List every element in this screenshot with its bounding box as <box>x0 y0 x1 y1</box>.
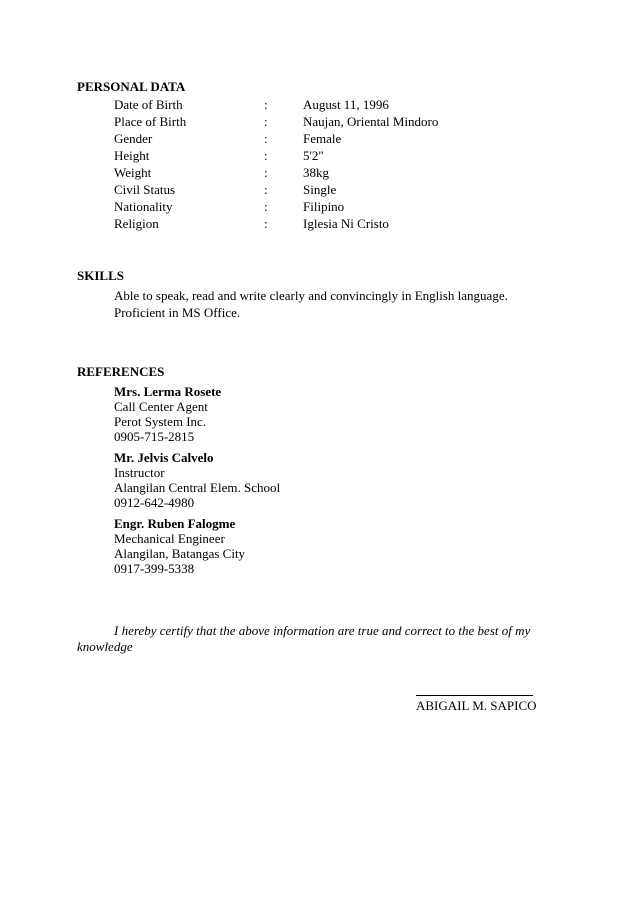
pd-value-nationality: Filipino <box>303 199 345 214</box>
pd-value-height: 5'2" <box>303 148 324 163</box>
pd-label-height: Height <box>114 148 150 163</box>
reference-title: Mechanical Engineer <box>114 531 225 546</box>
pd-value-civil-status: Single <box>303 182 337 197</box>
pd-label-date-of-birth: Date of Birth <box>114 97 183 112</box>
reference-phone: 0905-715-2815 <box>114 429 195 444</box>
personal-data-row <box>114 215 503 232</box>
skills-heading: SKILLS <box>77 268 124 283</box>
pd-separator: : <box>264 165 268 180</box>
signature-line <box>416 695 533 696</box>
pd-separator: : <box>264 216 268 231</box>
reference-entry <box>114 516 514 576</box>
pd-label-nationality: Nationality <box>114 199 173 214</box>
pd-separator: : <box>264 182 268 197</box>
personal-data-row <box>114 164 503 181</box>
pd-label-religion: Religion <box>114 216 159 231</box>
pd-separator: : <box>264 148 268 163</box>
skills-list <box>114 287 614 321</box>
personal-data-row <box>114 181 503 198</box>
personal-data-table <box>114 96 503 232</box>
reference-entry <box>114 450 514 510</box>
personal-data-row <box>114 147 503 164</box>
personal-data-row <box>114 198 503 215</box>
personal-data-row <box>114 130 503 147</box>
pd-value-date-of-birth: August 11, 1996 <box>303 97 389 112</box>
pd-label-place-of-birth: Place of Birth <box>114 114 187 129</box>
pd-value-weight: 38kg <box>303 165 329 180</box>
personal-data-heading: PERSONAL DATA <box>77 79 186 94</box>
personal-data-row <box>114 96 503 113</box>
reference-phone: 0912-642-4980 <box>114 495 195 510</box>
reference-title: Instructor <box>114 465 165 480</box>
reference-name: Engr. Ruben Falogme <box>114 516 236 531</box>
reference-title: Call Center Agent <box>114 399 208 414</box>
skill-item: Able to speak, read and write clearly and convincingly in English language. <box>114 288 508 303</box>
references-list <box>114 384 514 582</box>
pd-separator: : <box>264 97 268 112</box>
pd-separator: : <box>264 131 268 146</box>
reference-organization: Alangilan, Batangas City <box>114 546 246 561</box>
pd-value-place-of-birth: Naujan, Oriental Mindoro <box>303 114 439 129</box>
reference-entry <box>114 384 514 444</box>
pd-label-weight: Weight <box>114 165 152 180</box>
certification-statement: I hereby certify that the above information are true and correct to the best of my knowledge <box>77 623 531 654</box>
reference-organization: Perot System Inc. <box>114 414 207 429</box>
reference-name: Mr. Jelvis Calvelo <box>114 450 214 465</box>
pd-value-religion: Iglesia Ni Cristo <box>303 216 389 231</box>
signatory-name: ABIGAIL M. SAPICO <box>416 698 537 713</box>
references-heading: REFERENCES <box>77 364 165 379</box>
pd-label-civil-status: Civil Status <box>114 182 176 197</box>
reference-phone: 0917-399-5338 <box>114 561 195 576</box>
reference-name: Mrs. Lerma Rosete <box>114 384 222 399</box>
pd-separator: : <box>264 199 268 214</box>
skill-item: Proficient in MS Office. <box>114 305 241 320</box>
personal-data-row <box>114 113 503 130</box>
reference-organization: Alangilan Central Elem. School <box>114 480 281 495</box>
pd-value-gender: Female <box>303 131 342 146</box>
pd-separator: : <box>264 114 268 129</box>
pd-label-gender: Gender <box>114 131 153 146</box>
